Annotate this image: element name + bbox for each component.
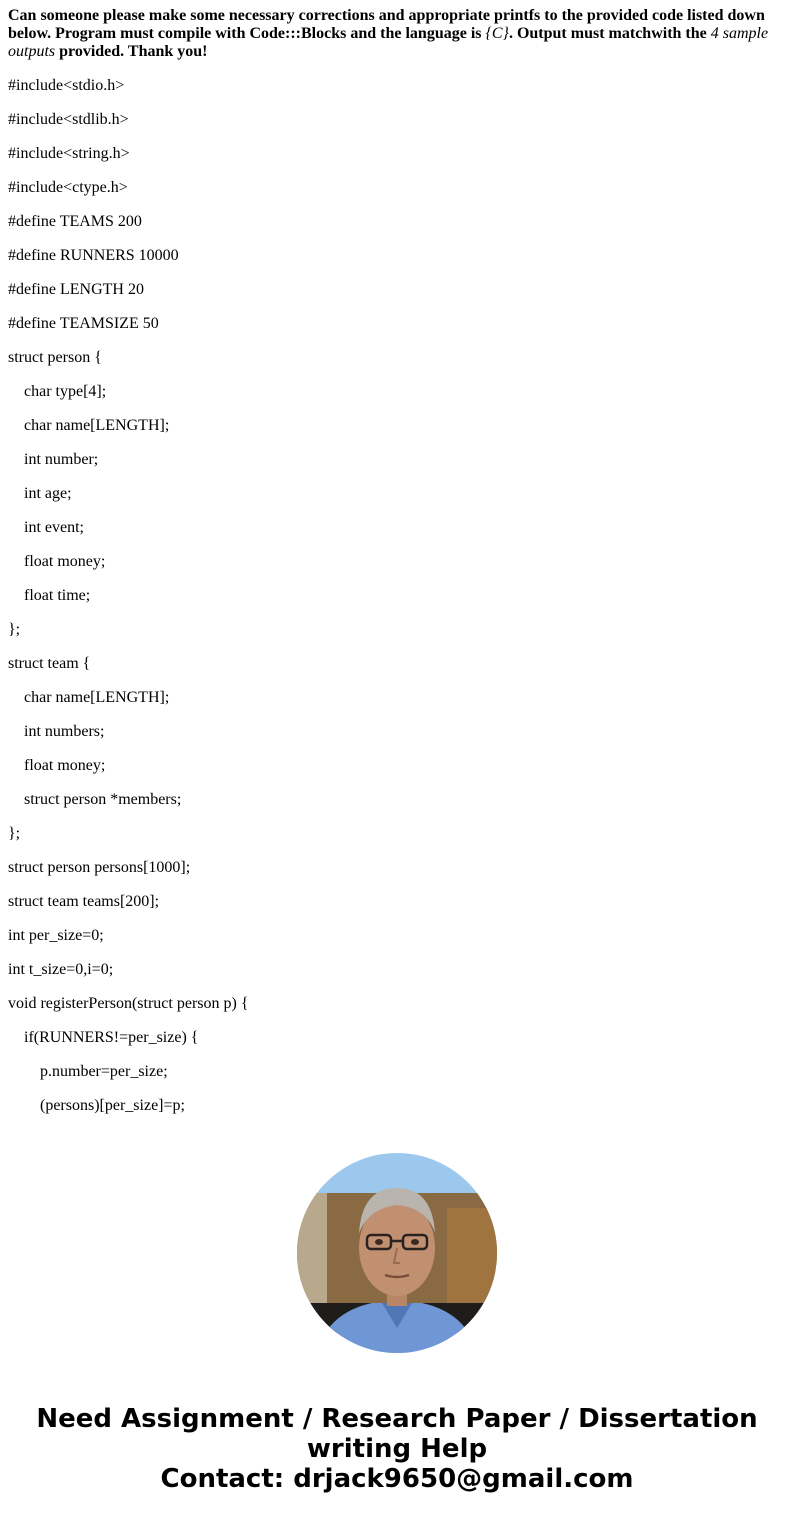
question-text (8, 7, 784, 61)
code-line: void registerPerson(struct person p) { (8, 995, 249, 1012)
code-line: #include<ctype.h> (8, 179, 128, 196)
code-line: #define TEAMSIZE 50 (8, 315, 159, 332)
code-line: #include<stdio.h> (8, 77, 125, 94)
code-line: struct person { (8, 349, 102, 366)
code-line: struct team { (8, 655, 91, 672)
code-line: int number; (24, 451, 99, 468)
code-line: struct person persons[1000]; (8, 859, 191, 876)
code-line: int per_size=0; (8, 927, 104, 944)
code-line: struct person *members; (24, 791, 182, 808)
code-line: float money; (24, 553, 106, 570)
code-line: #define RUNNERS 10000 (8, 247, 179, 264)
question-language: {C} (485, 25, 509, 42)
code-line: struct team teams[200]; (8, 893, 160, 910)
author-avatar (297, 1153, 497, 1353)
code-line: int event; (24, 519, 84, 536)
promo-line-2: writing Help (306, 1434, 488, 1464)
question-part-1: Can someone please make some necessary corrections and appropriate printfs to the provided code listed down below. Program must compile with Code:::Blocks and the language is (8, 7, 765, 42)
code-line: }; (8, 621, 21, 638)
code-line: char name[LENGTH]; (24, 689, 170, 706)
code-line: if(RUNNERS!=per_size) { (24, 1029, 199, 1046)
code-line: int numbers; (24, 723, 105, 740)
code-line: (persons)[per_size]=p; (40, 1097, 185, 1114)
code-line: }; (8, 825, 21, 842)
code-line: #define TEAMS 200 (8, 213, 142, 230)
question-part-2: . Output must matchwith the (508, 25, 711, 42)
question-samples: 4 sample outputs (8, 25, 769, 60)
code-line: char type[4]; (24, 383, 107, 400)
promo-contact: Contact: drjack9650@gmail.com (160, 1464, 634, 1494)
author-portrait-image (297, 1153, 497, 1353)
question-part-3: provided. Thank you! (55, 43, 208, 60)
code-line: #include<string.h> (8, 145, 130, 162)
code-listing (8, 77, 784, 1131)
code-line: #define LENGTH 20 (8, 281, 144, 298)
code-line: int t_size=0,i=0; (8, 961, 114, 978)
code-line: float money; (24, 757, 106, 774)
promo-line-1: Need Assignment / Research Paper / Dissertation (36, 1404, 758, 1434)
code-line: p.number=per_size; (40, 1063, 168, 1080)
code-line: int age; (24, 485, 72, 502)
code-line: char name[LENGTH]; (24, 417, 170, 434)
promo-banner (0, 1404, 794, 1494)
code-line: float time; (24, 587, 91, 604)
code-line: #include<stdlib.h> (8, 111, 129, 128)
